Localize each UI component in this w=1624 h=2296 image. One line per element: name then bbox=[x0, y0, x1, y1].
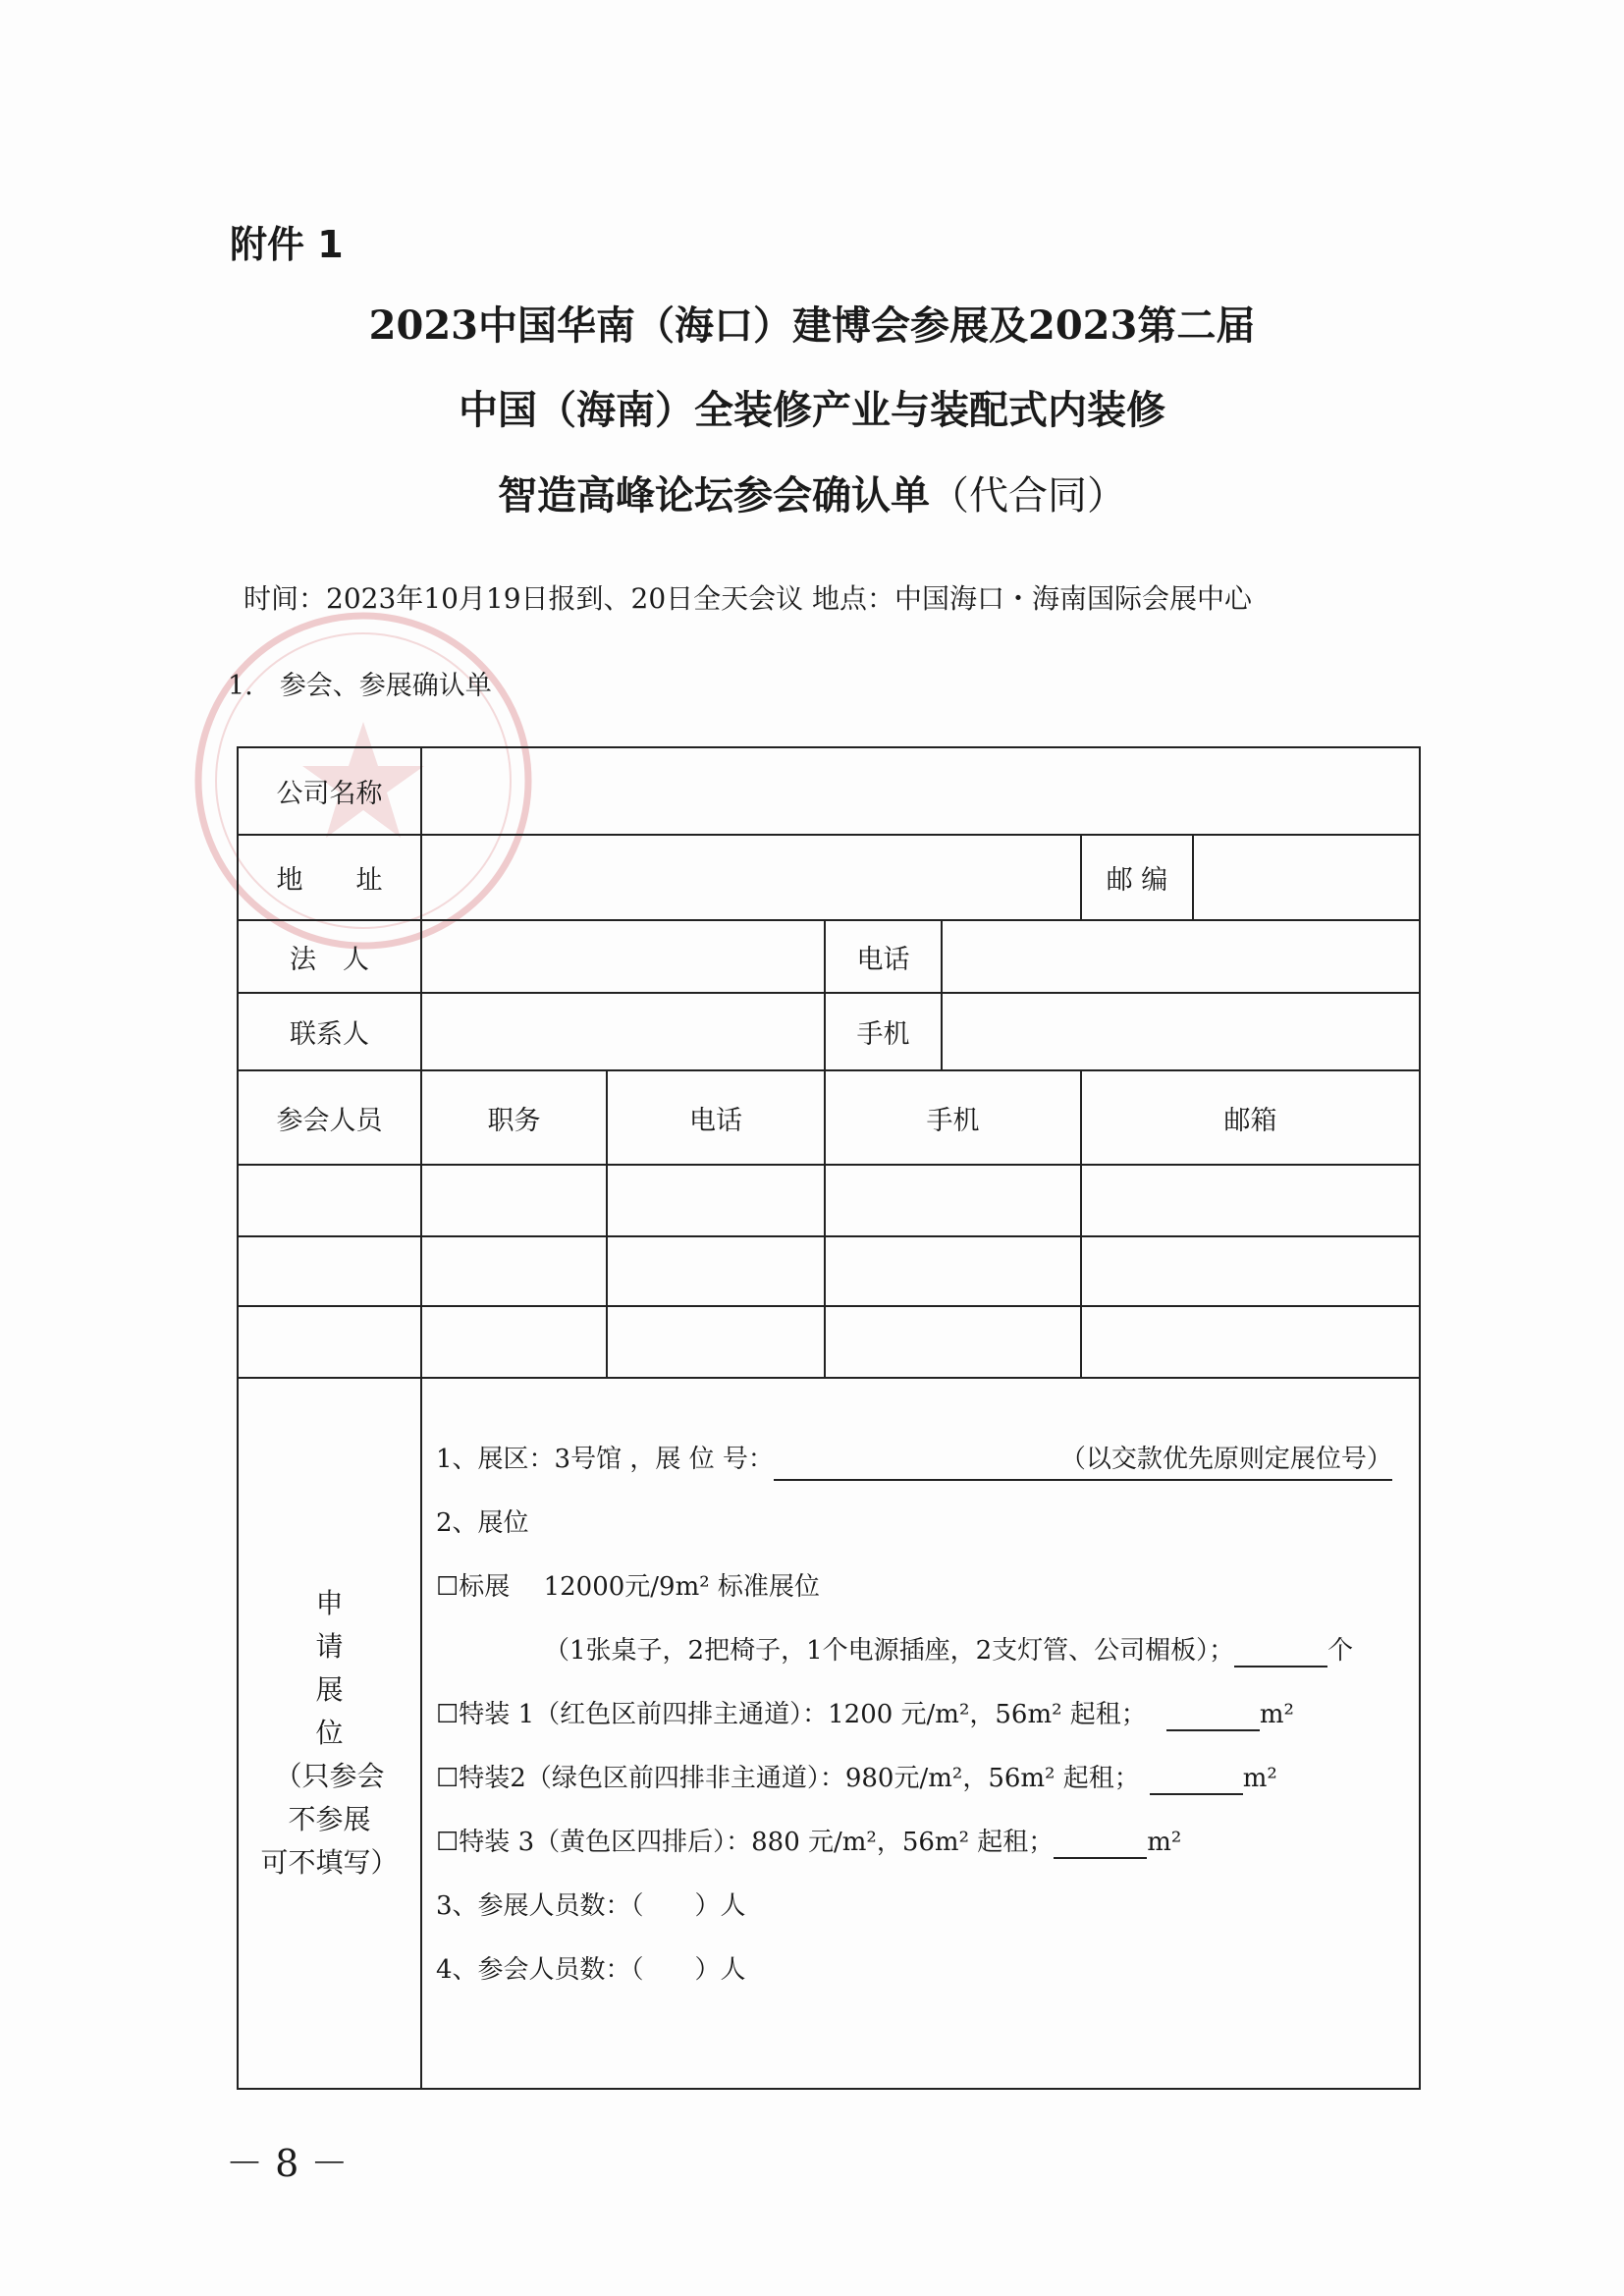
attendee-cell[interactable] bbox=[238, 1165, 421, 1236]
section-heading: 1. 参会、参展确认单 bbox=[228, 671, 492, 701]
mobile-field[interactable] bbox=[942, 993, 1420, 1070]
unit-label: m² bbox=[1242, 1764, 1277, 1793]
standard-booth-option[interactable]: ☐标展 12000元/9m² 标准展位 bbox=[436, 1572, 820, 1602]
special-booth-3-area-field[interactable] bbox=[1054, 1828, 1147, 1859]
booth-number-note: （以交款优先原则定展位号） bbox=[1059, 1445, 1392, 1474]
label-char: 请 bbox=[315, 1630, 344, 1663]
legal-person-field[interactable] bbox=[421, 920, 825, 993]
label-char: 申 bbox=[315, 1587, 344, 1619]
time-location-line: 时间：2023年10月19日报到、20日全天会议 地点：中国海口・海南国际会展中心 bbox=[244, 582, 1253, 615]
standard-booth-items: （1张桌子，2把椅子，1个电源插座，2支灯管、公司楣板）； bbox=[544, 1636, 1235, 1666]
label-note: （只参会 bbox=[274, 1760, 385, 1792]
attendee-row bbox=[238, 1306, 1420, 1378]
title-line-1: 2023中国华南（海口）建博会参展及2023第二届 bbox=[368, 302, 1256, 349]
attendee-cell[interactable] bbox=[238, 1306, 421, 1378]
mobile-cell[interactable] bbox=[825, 1165, 1081, 1236]
standard-booth-count-field[interactable] bbox=[1234, 1636, 1327, 1667]
special-booth-1-option bbox=[436, 1683, 1409, 1747]
company-name-label: 公司名称 bbox=[238, 747, 421, 835]
label-note: 可不填写） bbox=[260, 1846, 399, 1879]
exhibitor-count-line[interactable]: 3、参展人员数：（ ）人 bbox=[436, 1891, 746, 1921]
special-booth-3-text[interactable]: ☐特装 3（黄色区四排后）：880 元/m²，56m² 起租； bbox=[436, 1828, 1055, 1857]
email-cell[interactable] bbox=[1081, 1165, 1420, 1236]
company-name-field[interactable] bbox=[421, 747, 1420, 835]
phone-cell[interactable] bbox=[607, 1165, 825, 1236]
title-main: 智造高峰论坛参会确认单 bbox=[498, 472, 930, 519]
attachment-label: 附件 1 bbox=[230, 223, 344, 266]
phone-label: 电话 bbox=[825, 920, 942, 993]
phone-field[interactable] bbox=[942, 920, 1420, 993]
special-booth-2-area-field[interactable] bbox=[1150, 1764, 1243, 1795]
special-booth-2-option bbox=[436, 1747, 1409, 1811]
email-cell[interactable] bbox=[1081, 1306, 1420, 1378]
address-label: 地 址 bbox=[238, 835, 421, 920]
attendee-row bbox=[238, 1165, 1420, 1236]
position-header: 职务 bbox=[421, 1070, 607, 1165]
unit-label: m² bbox=[1147, 1828, 1182, 1857]
booth-area-line bbox=[436, 1428, 1409, 1492]
postcode-field[interactable] bbox=[1193, 835, 1420, 920]
label-char: 展 bbox=[315, 1673, 344, 1706]
position-cell[interactable] bbox=[421, 1165, 607, 1236]
contact-label: 联系人 bbox=[238, 993, 421, 1070]
apply-booth-label bbox=[238, 1378, 421, 2089]
special-booth-2-text[interactable]: ☐特装2（绿色区前四排非主通道）：980元/m²，56m² 起租； bbox=[436, 1764, 1140, 1793]
title-line-2: 中国（海南）全装修产业与装配式内装修 bbox=[459, 387, 1165, 433]
contact-field[interactable] bbox=[421, 993, 825, 1070]
position-cell[interactable] bbox=[421, 1236, 607, 1306]
position-cell[interactable] bbox=[421, 1306, 607, 1378]
unit-label: m² bbox=[1259, 1700, 1294, 1729]
attendee-row bbox=[238, 1236, 1420, 1306]
title-sub: （代合同） bbox=[930, 473, 1126, 519]
phone-cell[interactable] bbox=[607, 1306, 825, 1378]
mobile-cell[interactable] bbox=[825, 1306, 1081, 1378]
mobile-cell[interactable] bbox=[825, 1236, 1081, 1306]
apply-booth-content bbox=[421, 1378, 1420, 2089]
standard-booth-details bbox=[436, 1619, 1409, 1683]
address-field[interactable] bbox=[421, 835, 1081, 920]
label-note: 不参展 bbox=[288, 1803, 371, 1835]
attendee-count-line[interactable]: 4、参会人员数：（ ）人 bbox=[436, 1955, 746, 1985]
attendee-cell[interactable] bbox=[238, 1236, 421, 1306]
booth-number-field[interactable] bbox=[774, 1440, 1392, 1481]
attendee-mobile-header: 手机 bbox=[825, 1070, 1081, 1165]
special-booth-3-option bbox=[436, 1811, 1409, 1875]
booth-heading: 2、展位 bbox=[436, 1508, 529, 1538]
attendee-phone-header: 电话 bbox=[607, 1070, 825, 1165]
unit-label: 个 bbox=[1327, 1636, 1354, 1666]
special-booth-1-area-field[interactable] bbox=[1166, 1700, 1260, 1731]
title-line-3 bbox=[0, 465, 1624, 520]
page-number: － 8 － bbox=[226, 2142, 349, 2185]
phone-cell[interactable] bbox=[607, 1236, 825, 1306]
label-char: 位 bbox=[315, 1717, 344, 1749]
email-header: 邮箱 bbox=[1081, 1070, 1420, 1165]
confirmation-form-table bbox=[237, 746, 1421, 2090]
mobile-label: 手机 bbox=[825, 993, 942, 1070]
email-cell[interactable] bbox=[1081, 1236, 1420, 1306]
postcode-label: 邮 编 bbox=[1081, 835, 1193, 920]
legal-person-label: 法 人 bbox=[238, 920, 421, 993]
booth-area-text: 1、展区：3号馆 ，展 位 号： bbox=[436, 1445, 774, 1474]
attendee-header: 参会人员 bbox=[238, 1070, 421, 1165]
special-booth-1-text[interactable]: ☐特装 1（红色区前四排主通道）：1200 元/m²，56m² 起租； bbox=[436, 1700, 1147, 1729]
